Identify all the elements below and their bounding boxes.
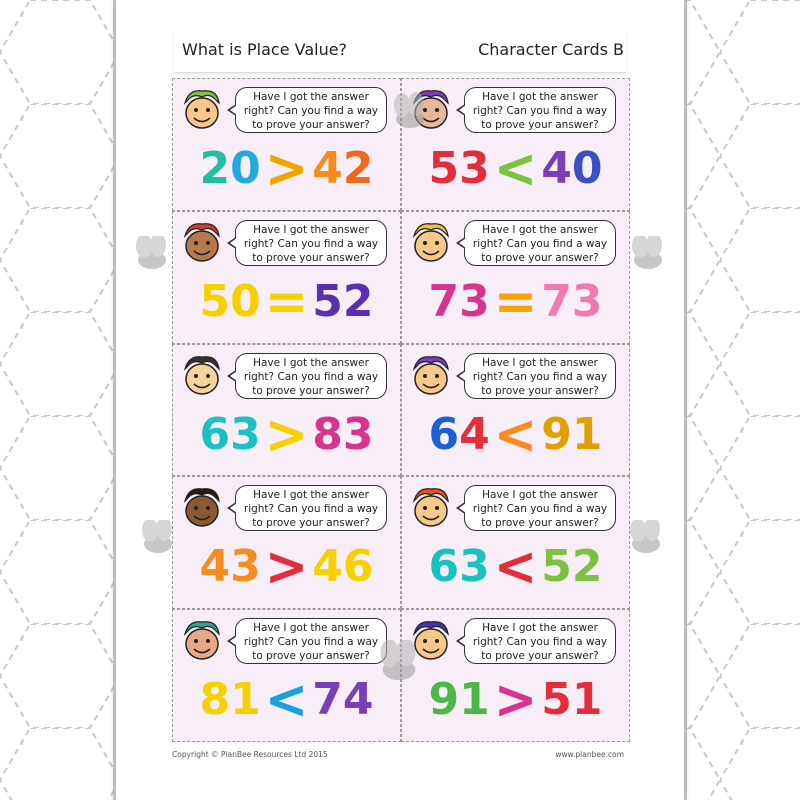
digit: 7 [428, 275, 460, 327]
bunches-girl-icon [408, 485, 454, 529]
comparison-symbol: > [264, 535, 309, 599]
left-number [199, 539, 260, 595]
right-number [541, 141, 602, 197]
comparison-expression [402, 403, 629, 467]
left-number [428, 407, 489, 463]
cap-boy-icon [179, 618, 225, 662]
digit: 1 [571, 674, 603, 726]
digit: 6 [428, 408, 460, 460]
left-number [199, 274, 260, 330]
digit: 5 [541, 674, 572, 726]
smiling-boy-icon [179, 353, 225, 397]
speech-bubble: Have I got the answer right? Can you find a way to prove your answer? [235, 485, 387, 531]
bee-watermark-icon [618, 236, 678, 276]
comparison-expression [402, 535, 629, 599]
digit: 4 [342, 674, 374, 726]
digit: 2 [342, 143, 374, 194]
page-title: What is Place Value? [182, 40, 348, 59]
digit: 5 [541, 541, 572, 593]
bee-watermark-icon [380, 90, 440, 140]
digit: 6 [342, 541, 374, 593]
bee-watermark-icon [364, 640, 434, 690]
character-card [401, 609, 630, 742]
character-card [401, 476, 630, 609]
comparison-symbol: = [264, 270, 309, 334]
page-header [174, 30, 626, 73]
digit: 4 [199, 541, 231, 593]
speech-bubble: Have I got the answer right? Can you find a way to prove your answer? [235, 220, 387, 266]
digit: 9 [428, 674, 460, 726]
digit: 8 [199, 674, 231, 726]
comparison-expression [402, 270, 629, 334]
left-number [199, 672, 260, 728]
character-card [172, 211, 401, 344]
left-number [199, 407, 260, 463]
bee-watermark-icon [122, 236, 182, 276]
digit: 3 [571, 275, 603, 327]
comparison-expression [173, 403, 400, 467]
digit: 2 [571, 541, 603, 593]
right-number [541, 407, 602, 463]
left-number [428, 539, 489, 595]
digit: 3 [459, 275, 490, 327]
character-card [401, 344, 630, 477]
digit: 3 [342, 408, 374, 460]
digit: 3 [459, 143, 490, 194]
right-number [312, 141, 373, 197]
comparison-symbol: < [264, 668, 309, 732]
digit: 2 [199, 143, 231, 194]
digit: 6 [428, 541, 460, 593]
digit: 1 [230, 674, 261, 726]
right-number [541, 539, 602, 595]
page-subtitle: Character Cards B [478, 40, 624, 59]
right-number [312, 274, 373, 330]
digit: 4 [541, 143, 572, 194]
speech-bubble: Have I got the answer right? Can you find a way to prove your answer? [235, 618, 387, 664]
curly-hair-boy-icon [179, 220, 225, 264]
comparison-symbol: < [493, 137, 538, 201]
copyright-text: Copyright © PlanBee Resources Ltd 2015 [172, 750, 328, 759]
comparison-expression [402, 668, 629, 732]
digit: 4 [312, 541, 343, 593]
comparison-symbol: > [264, 403, 309, 467]
digit: 3 [459, 541, 490, 593]
comparison-symbol: = [493, 270, 538, 334]
digit: 4 [459, 408, 490, 460]
comparison-symbol: > [493, 668, 538, 732]
speech-bubble: Have I got the answer right? Can you find a way to prove your answer? [235, 353, 387, 399]
comparison-symbol: > [264, 137, 309, 201]
bee-watermark-icon [616, 520, 676, 560]
comparison-symbol: < [493, 535, 538, 599]
comparison-expression [402, 137, 629, 201]
spiky-hair-boy-icon [179, 87, 225, 131]
bee-watermark-icon [128, 520, 188, 560]
left-number [199, 141, 260, 197]
website-text: www.planbee.com [555, 750, 624, 759]
digit: 2 [342, 275, 374, 327]
speech-bubble: Have I got the answer right? Can you find a way to prove your answer? [464, 353, 616, 399]
character-card [401, 211, 630, 344]
digit: 7 [541, 275, 572, 327]
right-number [312, 407, 373, 463]
digit: 0 [230, 143, 261, 194]
right-number [541, 274, 602, 330]
character-card [172, 78, 401, 211]
digit: 5 [312, 275, 343, 327]
digit: 8 [312, 408, 343, 460]
digit: 3 [230, 541, 261, 593]
blonde-girl-icon [408, 220, 454, 264]
digit: 5 [199, 275, 231, 327]
digit: 1 [571, 408, 603, 460]
pigtails-girl-icon [408, 353, 454, 397]
left-number [428, 274, 489, 330]
left-number [428, 672, 489, 728]
digit: 3 [230, 408, 261, 460]
comparison-expression [173, 270, 400, 334]
digit: 0 [571, 143, 603, 194]
digit: 0 [230, 275, 261, 327]
character-card [172, 344, 401, 477]
digit: 4 [312, 143, 343, 194]
speech-bubble: Have I got the answer right? Can you find a way to prove your answer? [235, 87, 387, 133]
comparison-expression [173, 535, 400, 599]
speech-bubble: Have I got the answer right? Can you find a way to prove your answer? [464, 220, 616, 266]
digit: 9 [541, 408, 572, 460]
digit: 6 [199, 408, 231, 460]
speech-bubble: Have I got the answer right? Can you find a way to prove your answer? [464, 485, 616, 531]
right-number [541, 672, 602, 728]
comparison-symbol: < [493, 403, 538, 467]
speech-bubble: Have I got the answer right? Can you find a way to prove your answer? [464, 618, 616, 664]
digit: 1 [459, 674, 490, 726]
digit: 7 [312, 674, 343, 726]
character-card [172, 476, 401, 609]
left-number [428, 141, 489, 197]
digit: 5 [428, 143, 460, 194]
comparison-expression [173, 137, 400, 201]
right-number [312, 539, 373, 595]
speech-bubble: Have I got the answer right? Can you find a way to prove your answer? [464, 87, 616, 133]
